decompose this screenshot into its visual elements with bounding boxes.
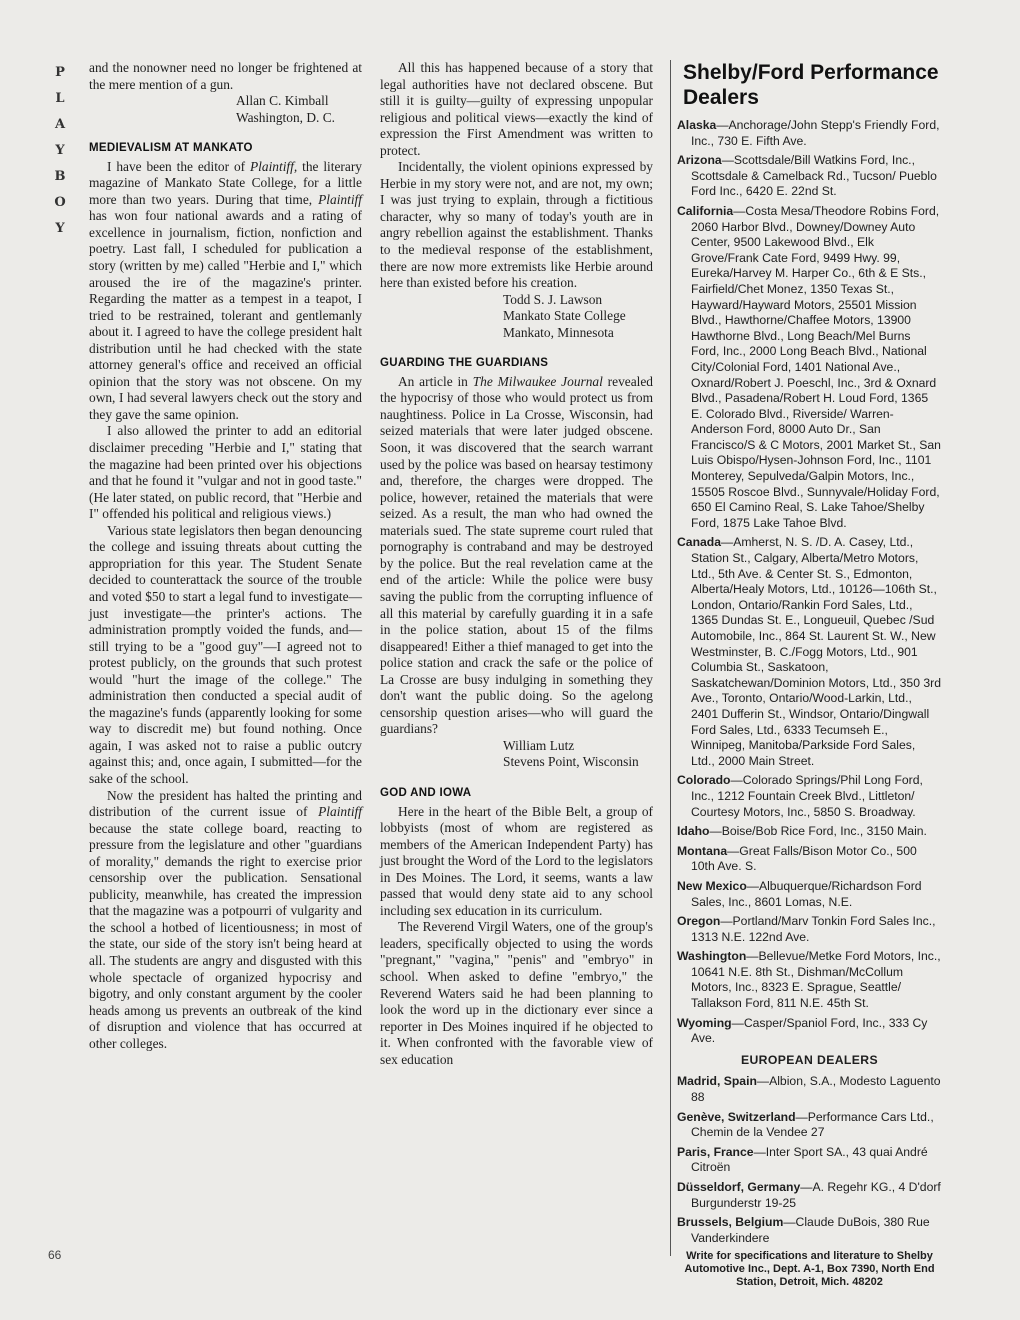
dealer-entry — [677, 949, 942, 1011]
dealer-entry — [677, 844, 942, 875]
dealer-region: Paris, France — [677, 1144, 754, 1159]
letter-paragraph: Now the president has halted the printing and distribution of the current issue of Plaintiff because the state college board, reacting to pressure from the legislature and other "guardians of morality," demands the right to exercise prior censorship over the publication. Sensational publicity, meanwhile, has created the impression that the magazine was a potpourri of vulgarity and the school a hotbed of licentiousness; in most of the state, our side of the story isn't being heard at all. The students are angry and disgusted with this whole spectacle of organized hypocrisy and bigotry, and only constant argument by the cooler heads among us prevents an outbreak of the kind of disruption and violence that has occurred at other colleges. — [89, 787, 362, 1051]
spine-letter: Y — [55, 143, 65, 158]
letters-column-2 — [380, 60, 653, 1068]
dealer-details: —A. Regehr KG., 4 D'dorf Burgunderstr 19-25 — [691, 1180, 941, 1210]
spine-letter: B — [54, 169, 66, 184]
dealer-details: —Claude DuBois, 380 Rue Vanderkindere — [691, 1215, 930, 1245]
ad-contact-text: Write for specifications and literature to Shelby Automotive Inc., Dept. A-1, Box 7390, North End Station, Detroit, Mich. 48202 — [684, 1250, 935, 1289]
letter-paragraph: I have been the editor of Plaintiff, the literary magazine of Mankato State College, for a little more than two years. During that time, Plaintiff has won four national awards and a rating of excellence in journalism, fiction, nonfiction and poetry. Last fall, I scheduled for publication a story (written by me) called "Herbie and I," which aroused the ire of the magazine's printer. Regarding the matter as a tempest in a teapot, I tried to be restrained, tolerant and gentlemanly about it. I agreed to have the college president halt distribution until he had checked with the state attorney general's office and received an official opinion that the story was not obscene. On my own, I had several lawyers check out the story and they gave the same opinion. — [89, 158, 362, 422]
dealer-region: Oregon — [677, 914, 721, 929]
dealer-entry — [677, 1110, 942, 1141]
dealer-region: California — [677, 203, 734, 218]
letter-paragraph: Various state legislators then began denouncing the college and issuing threats about cutting the appropriation for this year. The Student Senate decided to counterattack the source of the trouble and voted $50 to start a legal fund to investigate—just investigate—the printer's actions. The administration promptly voided the funds, and—still trying to be a "good guy"—I agreed not to protest publicly, on the grounds that such protest would "hurt the image of the college." The administration then conducted a special audit of the magazine's funds (apparently looking for some way to discredit me) but found nothing. Once again, I was asked not to raise a public outcry against this; and, once again, I submitted—for the sake of the school. — [89, 522, 362, 786]
dealer-region: Arizona — [677, 153, 722, 168]
page-number: 66 — [48, 1248, 62, 1262]
dealer-entry — [677, 153, 942, 200]
signature-kimball — [89, 93, 362, 126]
dealer-region: Genève, Switzerland — [677, 1109, 796, 1124]
dealer-details: —Casper/Spaniol Ford, Inc., 333 Cy Ave. — [691, 1015, 928, 1046]
dealer-details: —Boise/Bob Rice Ford, Inc., 3150 Main. — [709, 824, 927, 839]
dealer-region: Brussels, Belgium — [677, 1215, 784, 1230]
spine-letter: O — [54, 195, 66, 210]
spine-letter: A — [54, 117, 66, 132]
dealer-entry — [677, 824, 942, 840]
dealer-details: —Colorado Springs/Phil Long Ford, Inc., 1212 Fountain Creek Blvd., Littleton/ Courtesy Motors, Inc., 5850 S. Broadway. — [691, 773, 923, 819]
dealer-entry — [677, 1016, 942, 1047]
dealer-entry — [677, 1145, 942, 1176]
dealer-region: Idaho — [677, 824, 710, 839]
dealer-details: —Inter Sport SA., 43 quai André Citroën — [691, 1144, 928, 1175]
spine-label — [52, 60, 68, 242]
spine-letter: Y — [55, 221, 65, 236]
dealer-entry — [677, 204, 942, 531]
heading-god-and-iowa: GOD AND IOWA — [380, 786, 472, 799]
dealer-entry — [677, 1180, 942, 1211]
dealer-region: New Mexico — [677, 878, 747, 893]
dealer-details: —Portland/Marv Tonkin Ford Sales Inc., 1313 N.E. 122nd Ave. — [691, 914, 936, 944]
dealer-entry — [677, 773, 942, 820]
dealer-details: —Bellevue/Metke Ford Motors, Inc., 10641 N.E. 8th St., Dishman/McCollum Motors, Inc., 8323 E. Sprague, Seattle/ Tallakson Ford, 811 N.E. 45th St. — [691, 949, 941, 1011]
column-divider — [670, 60, 671, 1256]
letter-paragraph: All this has happened because of a story that legal authorities have not declared obscene. But still it is guilty—guilty of expressing unpopular religious and political views—exactly the kind of expression the First Amendment was written to protect. — [380, 60, 653, 158]
dealer-entry — [677, 1215, 942, 1246]
heading-medievalism: MEDIEVALISM AT MANKATO — [89, 142, 253, 155]
dealer-details: —Albuquerque/Richardson Ford Sales, Inc., 8601 Lomas, N.E. — [691, 878, 922, 909]
shelby-dealers-ad — [677, 60, 942, 1289]
dealer-details: —Costa Mesa/Theodore Robins Ford, 2060 Harbor Blvd., Downey/Downey Auto Center, 9500 Lakewood Blvd., Elk Grove/Frank Cate Ford, 9499 Hwy. 99, Eureka/Harvey M. Harper Co., 6th & E Sts., Fairfield/Chet Monez, 1350 Texas St., Hayward/Hayward Motors, 25501 Mission Blvd., Hawthorne/Chaffee Motors, 13900 Hawthorne Blvd., Long Beach/Mel Burns Ford, Inc., 2000 Long Beach Blvd., National City/Colonial Ford, 1401 National Ave., Oxnard/Robert J. Poeschl, Inc., 3rd & Oxnard Blvd., Pasadena/Robert H. Loud Ford, 1365 E. Colorado Blvd., Riverside/ Warren-Anderson Ford, 8000 Auto Dr., San Francisco/S & C Motors, 2001 Market St., San Luis Obispo/Hysen-Johnson Ford, Inc., 1101 Monterey, Sepulveda/Galpin Motors, Inc., 15505 Roscoe Blvd., Sunnyvale/Holiday Ford, 650 El Camino Real, S. Lake Tahoe/Shelby Ford, 1875 Lake Tahoe Blvd. — [691, 203, 941, 530]
spine-letter: P — [55, 65, 65, 80]
european-heading: EUROPEAN DEALERS — [740, 1052, 879, 1067]
signature-location: Stevens Point, Wisconsin — [503, 754, 639, 770]
signature-location: Washington, D. C. — [236, 109, 335, 125]
dealer-region: Montana — [677, 843, 728, 858]
dealer-entry — [677, 118, 942, 149]
intro-paragraph: and the nonowner need no longer be frightened at the mere mention of a gun. — [89, 60, 362, 92]
letter-paragraph: The Reverend Virgil Waters, one of the group's leaders, specifically objected to using the words "pregnant," "vagina," "penis" and "embryo" in school. When asked to define "embryo," the Reverend Waters said he had been planning to look the word up in the dictionary ever since a reporter in Des Moines inquired if he objected to it. When confronted with the favorable view of sex education — [380, 919, 653, 1067]
signature-name: William Lutz — [503, 737, 575, 753]
dealer-region: Madrid, Spain — [677, 1074, 757, 1089]
signature-location: Mankato, Minnesota — [503, 324, 614, 340]
signature-lawson — [380, 292, 653, 342]
dealer-details: —Anchorage/John Stepp's Friendly Ford, Inc., 730 E. Fifth Ave. — [691, 118, 940, 148]
signature-name: Allan C. Kimball — [236, 93, 329, 109]
european-dealer-list — [677, 1074, 942, 1246]
signature-name: Todd S. J. Lawson — [503, 291, 603, 307]
dealer-details: —Great Falls/Bison Motor Co., 500 10th Ave. S. — [691, 843, 917, 874]
dealer-details: —Performance Cars Ltd., Chemin de la Vendee 27 — [691, 1109, 934, 1140]
dealer-region: Colorado — [677, 773, 731, 788]
letter-paragraph: I also allowed the printer to add an editorial disclaimer preceding "Herbie and I," stating that the magazine had been printed over his objections and that he found it "vulgar and not in good taste." (He later stated, on public record, that "Herbie and I" offended his political and religious views.) — [89, 423, 362, 522]
signature-lutz — [380, 738, 653, 771]
ad-title: Shelby/Ford Performance Dealers — [683, 61, 939, 109]
dealer-region: Alaska — [677, 118, 717, 132]
letters-column-1 — [89, 60, 362, 1052]
dealer-region: Washington — [677, 949, 747, 964]
letter-paragraph: An article in The Milwaukee Journal revealed the hypocrisy of those who would protect us from naughtiness. Police in La Crosse, Wisconsin, had seized materials that were later judged obscene. Soon, it was discovered that the search warrant used by the police was based on hearsay testimony and, therefore, the charges were dropped. The police, however, retained the materials that were seized. As a result, the man who had owned the materials sued. The state supreme court ruled that pornography is contraband and may be destroyed by the police. But the real revelation came at the end of the article: While the police were busy saving the public from the corrupting influence of all this material by carefully guarding it in a safe in the police station, about 15 of the films disappeared! Either a thief managed to get into the police station and crack the safe or the police of La Crosse are busy indulging in something they don't want the public doing. So the agelong censorship question arises—who will guard the guardians? — [380, 373, 654, 737]
dealer-region: Canada — [677, 535, 722, 550]
letter-paragraph: Here in the heart of the Bible Belt, a group of lobbyists (most of whom are registered as members of the American Independent Party) has just brought the Word of the Lord to the legislators in Des Moines. The Lord, it seems, wants a law passed that would deny state aid to any school including sex education in its curriculum. — [380, 803, 653, 918]
dealer-details: —Amherst, N. S. /D. A. Casey, Ltd., Station St., Calgary, Alberta/Metro Motors, Ltd., 5th Ave. & Center St. S., Edmonton, Alberta/Healy Motors, Ltd., 10126—106th St., London, Ontario/Rankin Ford Sales, Ltd., 1365 Dundas St. E., Longueuil, Quebec /Sud Automobile, Inc., 864 St. Laurent St. W., New Westminster, B. C./Fogg Motors, Ltd., 901 Columbia St., Saskatoon, Saskatchewan/Dominion Motors, Ltd., 350 3rd Ave., Toronto, Ontario/Wood-Larkin, Ltd., 2401 Dufferin St., Windsor, Ontario/Dingwall Ford Sales, Ltd., 6333 Tecumseh E., Winnipeg, Manitoba/Parkside Ford Sales, Ltd., 2000 Main Street. — [691, 535, 941, 768]
spine-letter: L — [55, 91, 65, 106]
signature-affiliation: Mankato State College — [503, 308, 626, 324]
dealer-details: —Albion, S.A., Modesto Laguento 88 — [691, 1074, 941, 1105]
heading-guardians: GUARDING THE GUARDIANS — [380, 357, 549, 370]
dealer-details: —Scottsdale/Bill Watkins Ford, Inc., Scottsdale & Camelback Rd., Tucson/ Pueblo Ford Inc., 6420 E. 22nd St. — [691, 153, 937, 199]
dealer-entry — [677, 535, 942, 769]
dealer-region: Wyoming — [677, 1015, 732, 1030]
dealer-region: Düsseldorf, Germany — [677, 1180, 801, 1194]
dealer-list — [677, 118, 942, 1047]
dealer-entry — [677, 879, 942, 910]
letter-paragraph: Incidentally, the violent opinions expressed by Herbie in my story were not, and are not, my own; I was just trying to explain, through a fictitious character, why so many of today's youth are in angry rebellion against the establishment. Thanks to the medieval response of the establishment, there are now more extremists like Herbie around here than existed before his creation. — [380, 159, 653, 291]
dealer-entry — [677, 914, 942, 945]
dealer-entry — [677, 1074, 942, 1105]
